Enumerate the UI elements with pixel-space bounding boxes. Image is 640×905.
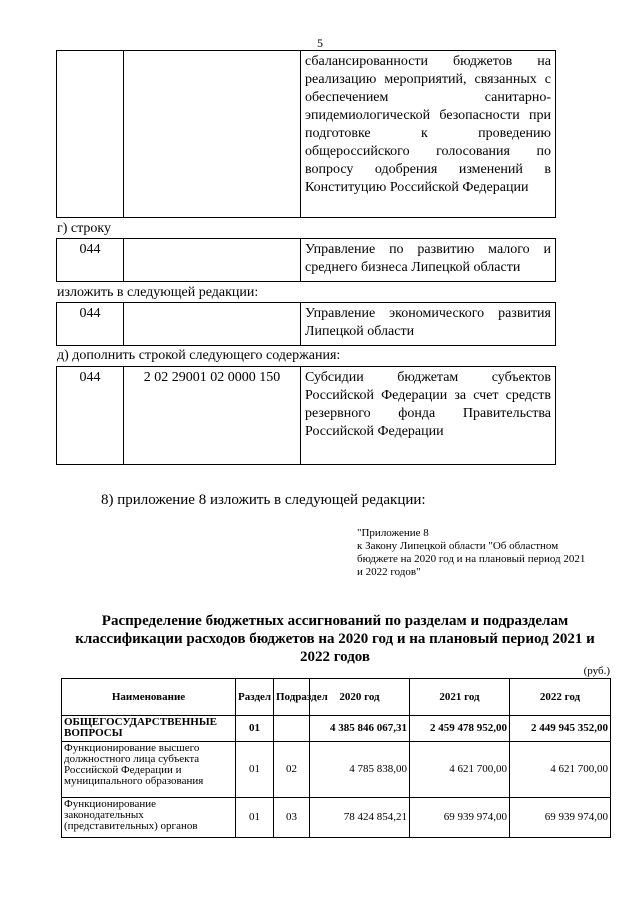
row-2022: 4 621 700,00 (510, 742, 611, 798)
budget-table-header (62, 679, 611, 716)
document-title: Распределение бюджетных ассигнований по разделам и подразделам классификации расходов бюджетов на 2020 год и на плановый период 2021 и 2022 годов (75, 613, 595, 665)
row-2021: 2 459 478 952,00 (410, 716, 510, 742)
appendix-note (357, 527, 587, 579)
col-2021-header: 2021 год (410, 679, 510, 716)
table-row (62, 798, 611, 838)
amendment-table-row-d (56, 366, 556, 465)
appendix-note-line2: к Закону Липецкой области "Об областном бюджете на 2020 год и на плановый период 2021 и 2022 годов" (357, 540, 586, 578)
col-section-header: Раздел (236, 679, 274, 716)
row-2021: 69 939 974,00 (410, 798, 510, 838)
row-subsection: 02 (274, 742, 310, 798)
row-name: Функционирование высшего должностного лица субъекта Российской Федерации и муниципального образования (62, 742, 236, 798)
row-section: 01 (236, 798, 274, 838)
table-row (62, 716, 611, 742)
row-a-desc: сбалансированности бюджетов на реализацию мероприятий, связанных с обеспечением санитарно-эпидемиологической безопасности при подготовке к проведению общероссийского голосования по вопросу одобрения изменений в Конституцию Российской Федерации (301, 51, 556, 218)
label-g: г) строку (57, 221, 112, 236)
amendment-table-row-b (56, 238, 556, 282)
col-2020-header: 2020 год (310, 679, 410, 716)
row-a-code (57, 51, 124, 218)
amendment-table-row-a (56, 50, 556, 218)
row-d-code: 044 (57, 367, 124, 465)
col-name-header: Наименование (62, 679, 236, 716)
row-c-desc: Управление экономического развития Липецкой области (301, 303, 556, 346)
row-2022: 69 939 974,00 (510, 798, 611, 838)
row-subsection (274, 716, 310, 742)
row-b-kbk (124, 239, 301, 282)
col-subsection-header: Подраздел (274, 679, 310, 716)
row-d-kbk: 2 02 29001 02 0000 150 (124, 367, 301, 465)
table-row (62, 742, 611, 798)
label-d: д) дополнить строкой следующего содержания: (57, 348, 341, 363)
row-2020: 4 385 846 067,31 (310, 716, 410, 742)
row-2020: 78 424 854,21 (310, 798, 410, 838)
page-number: 5 (317, 36, 323, 50)
row-a-kbk (124, 51, 301, 218)
appendix-note-line1: "Приложение 8 (357, 527, 429, 539)
paragraph-8: 8) приложение 8 изложить в следующей редакции: (101, 492, 426, 508)
row-c-code: 044 (57, 303, 124, 346)
row-section: 01 (236, 716, 274, 742)
row-2022: 2 449 945 352,00 (510, 716, 611, 742)
row-d-desc: Субсидии бюджетам субъектов Российской Федерации за счет средств резервного фонда Правительства Российской Федерации (301, 367, 556, 465)
row-section: 01 (236, 742, 274, 798)
row-c-kbk (124, 303, 301, 346)
amendment-table-row-c (56, 302, 556, 346)
budget-table (61, 678, 611, 838)
row-name: Функционирование законодательных (представительных) органов (62, 798, 236, 838)
units-label: (руб.) (583, 665, 610, 677)
row-b-code: 044 (57, 239, 124, 282)
row-name: ОБЩЕГОСУДАРСТВЕННЫЕ ВОПРОСЫ (62, 716, 236, 742)
col-2022-header: 2022 год (510, 679, 611, 716)
label-replace: изложить в следующей редакции: (57, 285, 259, 300)
row-b-desc: Управление по развитию малого и среднего бизнеса Липецкой области (301, 239, 556, 282)
row-subsection: 03 (274, 798, 310, 838)
row-2020: 4 785 838,00 (310, 742, 410, 798)
row-2021: 4 621 700,00 (410, 742, 510, 798)
